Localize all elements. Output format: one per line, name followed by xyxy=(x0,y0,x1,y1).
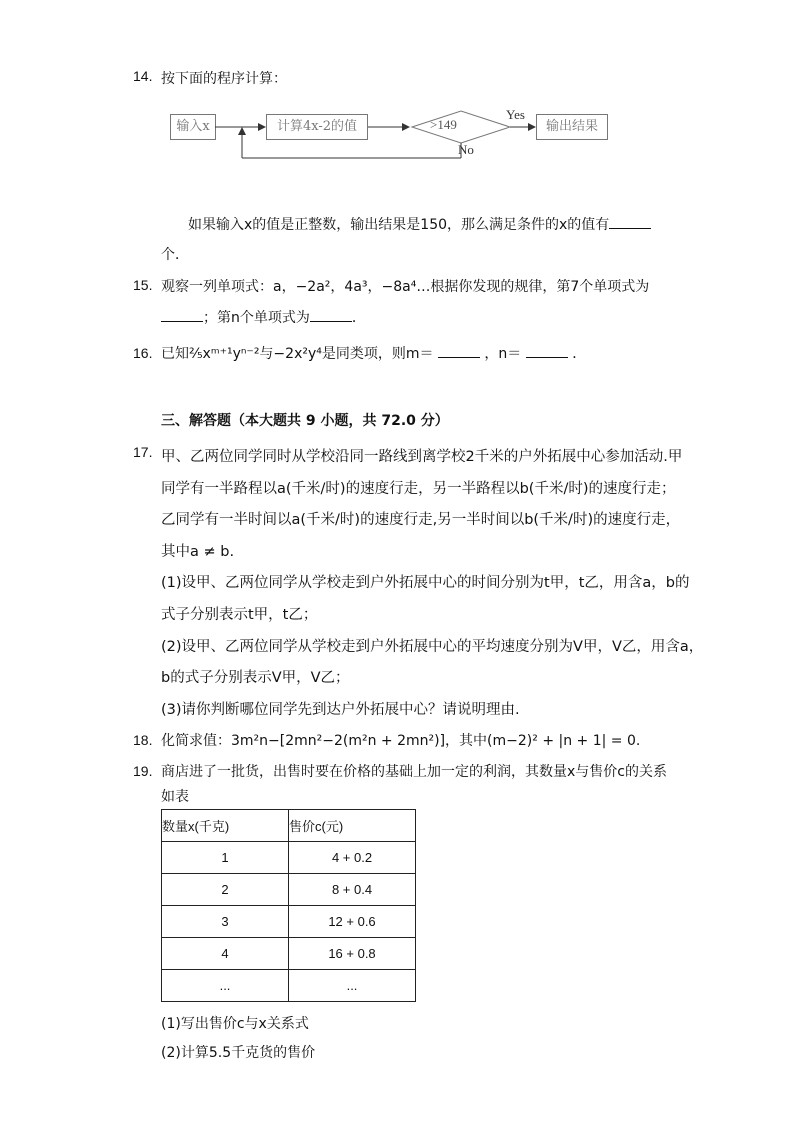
table-header-cell: 售价c(元) xyxy=(289,810,416,842)
q17-line: 其中a ≠ b. xyxy=(161,543,235,560)
q16-line xyxy=(161,343,586,363)
q15-line2-text: ；第n个单项式为 xyxy=(203,310,310,326)
q16-text: 已知²⁄₅xᵐ⁺¹yⁿ⁻²与−2x²y⁴是同类项，则m＝ xyxy=(161,346,434,362)
q15-line1: 观察一列单项式：a，−2a²，4a³，−8a⁴…根据你发现的规律，第7个单项式为 xyxy=(161,279,650,295)
q17-line: 乙同学有一半时间以a(千米/时)的速度行走,另一半时间以b(千米/时)的速度行走， xyxy=(161,512,681,529)
q19-sub2: (2)计算5.5千克货的售价 xyxy=(161,1045,316,1061)
flow-no-label: No xyxy=(458,142,474,157)
q16-blank-m xyxy=(438,345,480,358)
flow-input-box: 输入x xyxy=(170,114,216,140)
q17-line: 甲、乙两位同学同时从学校沿同一路线到离学校2千米的户外拓展中心参加活动.甲 xyxy=(161,449,683,465)
q17-line: b的式子分别表示V甲，V乙； xyxy=(161,670,350,687)
q14-stem: 按下面的程序计算： xyxy=(161,71,287,87)
table-cell: ... xyxy=(289,970,416,1002)
table-cell: 1 xyxy=(162,842,289,874)
flow-output-box: 输出结果 xyxy=(536,114,608,140)
q14-line2: 个． xyxy=(161,247,189,263)
q15-blank-1 xyxy=(161,309,203,322)
q19-number: 19. xyxy=(133,763,153,779)
flow-condition-text: >149 xyxy=(430,117,457,132)
table-cell: 2 xyxy=(162,874,289,906)
q14-line1 xyxy=(188,214,651,234)
flow-condition-diamond xyxy=(412,111,510,143)
q19-sub1: (1)写出售价c与x关系式 xyxy=(161,1016,309,1032)
q18-text: 化简求值：3m²n−[2mn²−2(m²n + 2mn²)]，其中(m−2)² + |n + 1| = 0. xyxy=(161,733,641,749)
q17-line: (2)设甲、乙两位同学从学校走到户外拓展中心的平均速度分别为V甲，V乙，用含a， xyxy=(161,638,704,655)
table-row xyxy=(162,970,416,1002)
q17-number: 17. xyxy=(133,444,153,460)
q15-number: 15. xyxy=(133,277,153,293)
table-row xyxy=(162,906,416,938)
table-cell: 12 + 0.6 xyxy=(289,906,416,938)
table-cell: 4 xyxy=(162,938,289,970)
q17-body xyxy=(161,442,703,726)
section-heading: 三、解答题（本大题共 9 小题，共 72.0 分） xyxy=(161,413,449,429)
table-row xyxy=(162,938,416,970)
table-header-row xyxy=(162,810,416,842)
q17-line: 同学有一半路程以a(千米/时)的速度行走，另一半路程以b(千米/时)的速度行走； xyxy=(161,480,676,497)
q16-mid: ，n＝ xyxy=(484,346,522,362)
table-cell: 8 + 0.4 xyxy=(289,874,416,906)
table-row xyxy=(162,842,416,874)
q19-line1: 商店进了一批货，出售时要在价格的基础上加一定的利润，其数量x与售价c的关系 xyxy=(161,764,667,780)
flow-compute-box: 计算4x-2的值 xyxy=(266,114,368,140)
q14-number: 14. xyxy=(133,68,153,84)
table-header-cell: 数量x(千克) xyxy=(162,810,289,842)
table-cell: 16 + 0.8 xyxy=(289,938,416,970)
table-cell: 4 + 0.2 xyxy=(289,842,416,874)
flow-yes-label: Yes xyxy=(506,107,525,122)
quantity-price-table xyxy=(161,809,416,1002)
q17-line: (1)设甲、乙两位同学从学校走到户外拓展中心的时间分别为t甲，t乙，用含a，b的 xyxy=(161,575,690,592)
q15-line2-end: ． xyxy=(351,310,366,326)
table-row xyxy=(162,874,416,906)
q16-end: ． xyxy=(572,346,587,362)
q14-line1-text: 如果输入x的值是正整数，输出结果是150，那么满足条件的x的值有 xyxy=(188,217,610,233)
q18-number: 18. xyxy=(133,732,153,748)
q14-answer-blank xyxy=(609,216,651,229)
table-cell: 3 xyxy=(162,906,289,938)
q16-number: 16. xyxy=(133,345,153,361)
q15-line2 xyxy=(161,307,366,327)
q17-line: 式子分别表示t甲，t乙； xyxy=(161,606,318,623)
table-cell: ... xyxy=(162,970,289,1002)
q17-line: (3)请你判断哪位同学先到达户外拓展中心？请说明理由. xyxy=(161,701,520,718)
q15-blank-2 xyxy=(310,309,352,322)
q16-blank-n xyxy=(526,345,568,358)
q19-line2: 如表 xyxy=(161,789,189,805)
